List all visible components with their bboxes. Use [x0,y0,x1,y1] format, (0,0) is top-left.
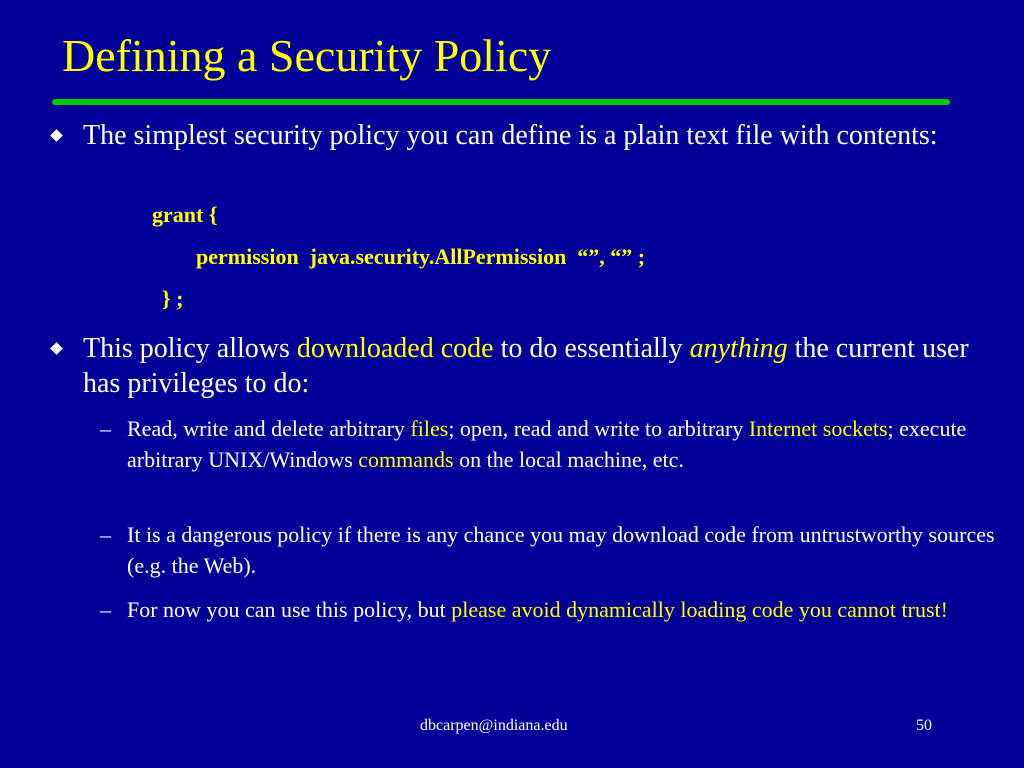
sub-bullet-2-text: It is a dangerous policy if there is any chance you may download code from untrustworthy sources (e.g. the Web). [127,522,995,578]
highlight-please-avoid: please avoid dynamically loading code you cannot trust! [451,597,948,622]
footer-email: dbcarpen@indiana.edu [420,717,568,734]
bullet-2-part-2: to do essentially [493,333,690,364]
bullet-1-text: The simplest security policy you can define is a plain text file with contents: [83,120,938,151]
code-line-2: permission java.security.AllPermission “”, “” ; [196,244,646,269]
footer-page-number: 50 [916,717,932,734]
sub-1-part-2: ; open, read and write to arbitrary [448,416,749,441]
sub-1-part-4: on the local machine, etc. [453,447,684,472]
bullet-diamond-icon [50,129,63,142]
title-underline [52,99,950,105]
highlight-downloaded-code: downloaded code [296,333,494,364]
highlight-internet-sockets: Internet sockets [748,416,888,441]
sub-1-part-1: Read, write and delete arbitrary [127,416,411,441]
bullet-2-part-3: the current user has privileges to do: [83,333,969,399]
sub-3-part-1: For now you can use this policy, but [127,597,452,622]
bullet-2-text [83,331,1003,401]
highlight-commands: commands [358,447,454,472]
slide-title: Defining a Security Policy [62,30,552,81]
sub-1-part-3: ; execute arbitrary UNIX/Windows [127,416,967,472]
highlight-anything: anything [689,333,788,364]
highlight-files: files [410,416,449,441]
bullet-diamond-icon [50,342,63,355]
sub-bullet-dash: – [100,522,111,547]
sub-bullet-dash: – [100,597,111,622]
bullet-2-part-1: This policy allows [83,333,297,364]
sub-bullet-dash: – [100,416,111,441]
sub-bullet-1-text [127,413,1007,475]
sub-bullet-3-text [127,594,1007,625]
code-line-1: grant { [152,202,218,227]
code-line-3: } ; [162,286,184,311]
